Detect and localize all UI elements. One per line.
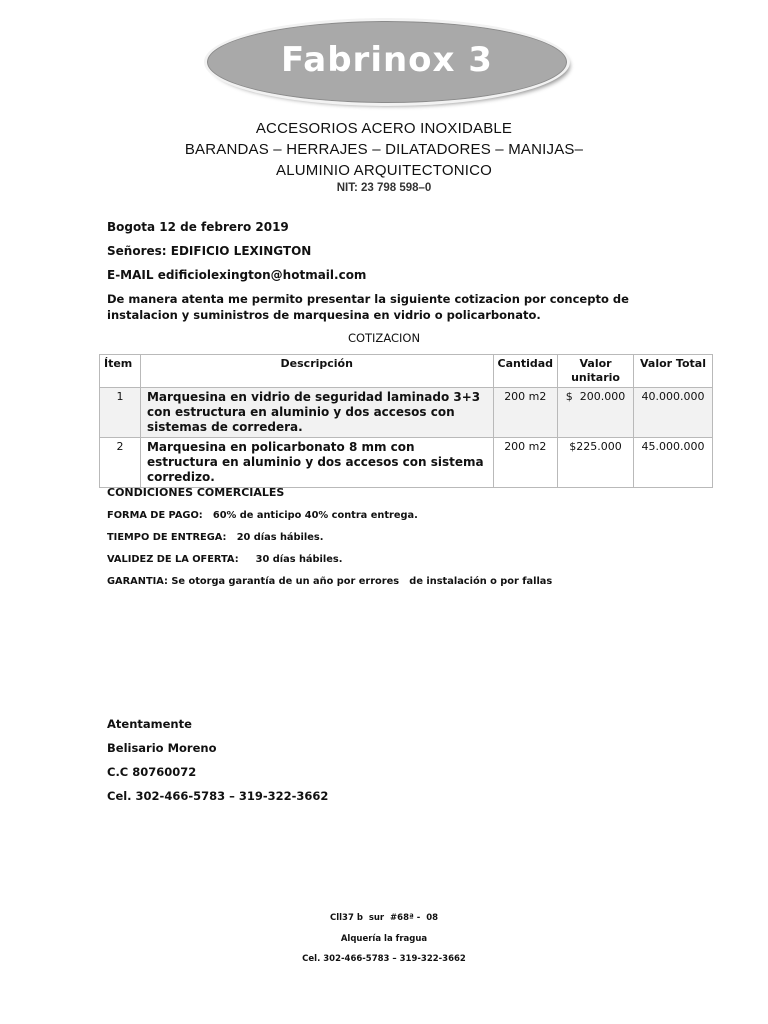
quote-table [99, 354, 713, 488]
table-row [100, 388, 713, 438]
signature-closing: Atentamente [107, 717, 192, 731]
letter-intro: De manera atenta me permito presentar la siguiente cotizacion por concepto de instalacion y suministros de marquesina en vidrio o policarbonato. [107, 292, 629, 322]
header-total: Valor Total [634, 355, 713, 388]
row-total: 45.000.000 [634, 438, 713, 488]
quote-title: COTIZACION [347, 331, 421, 345]
signature-phone: Cel. 302-466-5783 – 319-322-3662 [107, 789, 329, 803]
header-line-3: ALUMINIO ARQUITECTONICO [275, 162, 492, 179]
header-line-2: BARANDAS – HERRAJES – DILATADORES – MANIJAS– [184, 141, 584, 158]
row-quantity: 200 m2 [493, 388, 558, 438]
header-quantity: Cantidad [493, 355, 558, 388]
row-item: 2 [100, 438, 141, 488]
logo-text: Fabrinox 3 [281, 40, 493, 80]
company-logo [204, 18, 570, 106]
condition-warranty: GARANTIA: Se otorga garantía de un año por errores de instalación o por fallas [107, 576, 553, 587]
row-unit-value: $ 200.000 [558, 388, 634, 438]
row-item: 1 [100, 388, 141, 438]
footer-address: Cll37 b sur #68ª - 08 [329, 913, 439, 923]
conditions-title: CONDICIONES COMERCIALES [107, 486, 285, 499]
row-quantity: 200 m2 [493, 438, 558, 488]
table-header-row [100, 355, 713, 388]
letter-email: E-MAIL edificiolexington@hotmail.com [107, 268, 367, 282]
row-description: Marquesina en policarbonato 8 mm con estructura en aluminio y dos accesos con sistema corredizo. [140, 438, 493, 488]
header-line-1: ACCESORIOS ACERO INOXIDABLE [255, 120, 513, 137]
letter-date: Bogota 12 de febrero 2019 [107, 220, 289, 234]
header-item: Ítem [100, 355, 141, 388]
header-description: Descripción [140, 355, 493, 388]
condition-validity: VALIDEZ DE LA OFERTA: 30 días hábiles. [107, 554, 343, 565]
letter-recipient: Señores: EDIFICIO LEXINGTON [107, 244, 312, 258]
header-unit-value: Valor unitario [558, 355, 634, 388]
signature-name: Belisario Moreno [107, 741, 217, 755]
row-total: 40.000.000 [634, 388, 713, 438]
row-description: Marquesina en vidrio de seguridad laminado 3+3 con estructura en aluminio y dos accesos con sistemas de corredera. [140, 388, 493, 438]
nit-number: NIT: 23 798 598–0 [336, 182, 432, 194]
condition-delivery: TIEMPO DE ENTREGA: 20 días hábiles. [107, 532, 324, 543]
condition-payment: FORMA DE PAGO: 60% de anticipo 40% contra entrega. [107, 510, 418, 521]
signature-id: C.C 80760072 [107, 765, 197, 779]
row-unit-value: $225.000 [558, 438, 634, 488]
footer-phone: Cel. 302-466-5783 – 319-322-3662 [302, 954, 466, 964]
table-row [100, 438, 713, 488]
footer-area: Alquería la fragua [340, 934, 428, 944]
